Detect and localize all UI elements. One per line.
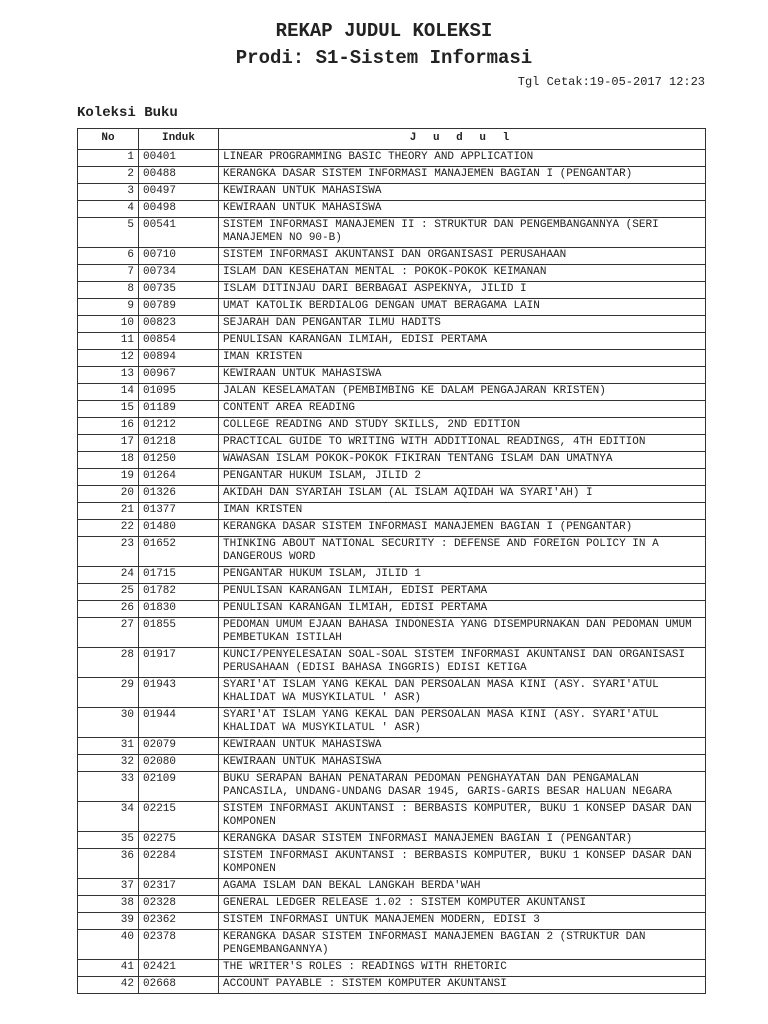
cell-induk: 01480 <box>139 520 219 537</box>
cell-judul: PENGANTAR HUKUM ISLAM, JILID 2 <box>219 469 706 486</box>
cell-induk: 00401 <box>139 150 219 167</box>
cell-no: 40 <box>78 930 139 960</box>
cell-no: 33 <box>78 772 139 802</box>
cell-induk: 02215 <box>139 802 219 832</box>
cell-judul: UMAT KATOLIK BERDIALOG DENGAN UMAT BERAGAMA LAIN <box>219 299 706 316</box>
cell-induk: 01189 <box>139 401 219 418</box>
table-row <box>78 618 706 648</box>
cell-no: 13 <box>78 367 139 384</box>
cell-no: 7 <box>78 265 139 282</box>
cell-induk: 01944 <box>139 708 219 738</box>
cell-induk: 01917 <box>139 648 219 678</box>
cell-no: 31 <box>78 738 139 755</box>
table-row <box>78 601 706 618</box>
column-header-induk: Induk <box>139 129 219 150</box>
table-row <box>78 960 706 977</box>
cell-judul: IMAN KRISTEN <box>219 503 706 520</box>
cell-induk: 02328 <box>139 896 219 913</box>
table-row <box>78 418 706 435</box>
cell-judul: KERANGKA DASAR SISTEM INFORMASI MANAJEMEN BAGIAN I (PENGANTAR) <box>219 832 706 849</box>
cell-induk: 01095 <box>139 384 219 401</box>
cell-induk: 00498 <box>139 201 219 218</box>
table-row <box>78 832 706 849</box>
cell-no: 11 <box>78 333 139 350</box>
cell-judul: KERANGKA DASAR SISTEM INFORMASI MANAJEMEN BAGIAN I (PENGANTAR) <box>219 520 706 537</box>
cell-judul: SISTEM INFORMASI AKUNTANSI DAN ORGANISASI PERUSAHAAN <box>219 248 706 265</box>
table-row <box>78 333 706 350</box>
table-row <box>78 282 706 299</box>
cell-no: 30 <box>78 708 139 738</box>
table-row <box>78 708 706 738</box>
table-row <box>78 167 706 184</box>
cell-judul: KEWIRAAN UNTUK MAHASISWA <box>219 201 706 218</box>
cell-judul: COLLEGE READING AND STUDY SKILLS, 2ND EDITION <box>219 418 706 435</box>
table-row <box>78 913 706 930</box>
cell-induk: 00488 <box>139 167 219 184</box>
table-row <box>78 452 706 469</box>
cell-induk: 02421 <box>139 960 219 977</box>
table-row <box>78 469 706 486</box>
cell-no: 24 <box>78 567 139 584</box>
cell-induk: 01855 <box>139 618 219 648</box>
cell-induk: 01715 <box>139 567 219 584</box>
cell-judul: LINEAR PROGRAMMING BASIC THEORY AND APPLICATION <box>219 150 706 167</box>
table-row <box>78 896 706 913</box>
table-row <box>78 584 706 601</box>
cell-no: 36 <box>78 849 139 879</box>
table-row <box>78 316 706 333</box>
cell-induk: 00854 <box>139 333 219 350</box>
cell-judul: KEWIRAAN UNTUK MAHASISWA <box>219 738 706 755</box>
cell-judul: THE WRITER'S ROLES : READINGS WITH RHETORIC <box>219 960 706 977</box>
cell-judul: PEDOMAN UMUM EJAAN BAHASA INDONESIA YANG DISEMPURNAKAN DAN PEDOMAN UMUM PEMBETUKAN ISTILAH <box>219 618 706 648</box>
collection-table <box>77 128 706 994</box>
cell-judul: CONTENT AREA READING <box>219 401 706 418</box>
table-row <box>78 150 706 167</box>
cell-no: 4 <box>78 201 139 218</box>
cell-judul: KEWIRAAN UNTUK MAHASISWA <box>219 184 706 201</box>
table-row <box>78 248 706 265</box>
table-row <box>78 879 706 896</box>
table-row <box>78 350 706 367</box>
cell-no: 25 <box>78 584 139 601</box>
cell-no: 5 <box>78 218 139 248</box>
report-subtitle: Prodi: S1-Sistem Informasi <box>235 47 533 69</box>
cell-induk: 00967 <box>139 367 219 384</box>
cell-judul: BUKU SERAPAN BAHAN PENATARAN PEDOMAN PENGHAYATAN DAN PENGAMALAN PANCASILA, UNDANG-UNDANG DASAR 1945, GARIS-GARIS BESAR HALUAN NEGARA <box>219 772 706 802</box>
cell-judul: ISLAM DITINJAU DARI BERBAGAI ASPEKNYA, JILID I <box>219 282 706 299</box>
table-row <box>78 537 706 567</box>
cell-no: 38 <box>78 896 139 913</box>
table-row <box>78 184 706 201</box>
cell-no: 22 <box>78 520 139 537</box>
cell-no: 18 <box>78 452 139 469</box>
cell-no: 6 <box>78 248 139 265</box>
table-row <box>78 503 706 520</box>
table-row <box>78 738 706 755</box>
table-row <box>78 567 706 584</box>
cell-judul: AGAMA ISLAM DAN BEKAL LANGKAH BERDA'WAH <box>219 879 706 896</box>
cell-induk: 02668 <box>139 977 219 994</box>
cell-judul: SISTEM INFORMASI MANAJEMEN II : STRUKTUR DAN PENGEMBANGANNYA (SERI MANAJEMEN NO 90-B) <box>219 218 706 248</box>
cell-no: 23 <box>78 537 139 567</box>
cell-induk: 00823 <box>139 316 219 333</box>
table-row <box>78 401 706 418</box>
cell-no: 34 <box>78 802 139 832</box>
cell-no: 2 <box>78 167 139 184</box>
cell-no: 16 <box>78 418 139 435</box>
cell-judul: KUNCI/PENYELESAIAN SOAL-SOAL SISTEM INFORMASI AKUNTANSI DAN ORGANISASI PERUSAHAAN (EDISI BAHASA INGGRIS) EDISI KETIGA <box>219 648 706 678</box>
cell-induk: 00734 <box>139 265 219 282</box>
cell-induk: 01218 <box>139 435 219 452</box>
table-row <box>78 218 706 248</box>
table-body <box>78 150 706 994</box>
cell-judul: SISTEM INFORMASI UNTUK MANAJEMEN MODERN, EDISI 3 <box>219 913 706 930</box>
cell-induk: 02317 <box>139 879 219 896</box>
cell-induk: 00497 <box>139 184 219 201</box>
cell-induk: 01326 <box>139 486 219 503</box>
cell-no: 17 <box>78 435 139 452</box>
cell-judul: SYARI'AT ISLAM YANG KEKAL DAN PERSOALAN MASA KINI (ASY. SYARI'ATUL KHALIDAT WA MUSYKILATUL ' ASR) <box>219 678 706 708</box>
cell-no: 29 <box>78 678 139 708</box>
table-row <box>78 201 706 218</box>
table-row <box>78 265 706 282</box>
cell-judul: PENULISAN KARANGAN ILMIAH, EDISI PERTAMA <box>219 601 706 618</box>
table-row <box>78 384 706 401</box>
report-title: REKAP JUDUL KOLEKSI <box>275 20 493 42</box>
cell-induk: 02079 <box>139 738 219 755</box>
cell-no: 1 <box>78 150 139 167</box>
cell-induk: 02378 <box>139 930 219 960</box>
cell-no: 32 <box>78 755 139 772</box>
cell-judul: WAWASAN ISLAM POKOK-POKOK FIKIRAN TENTANG ISLAM DAN UMATNYA <box>219 452 706 469</box>
cell-induk: 01377 <box>139 503 219 520</box>
cell-no: 21 <box>78 503 139 520</box>
cell-judul: KEWIRAAN UNTUK MAHASISWA <box>219 367 706 384</box>
cell-induk: 02080 <box>139 755 219 772</box>
cell-induk: 01264 <box>139 469 219 486</box>
table-row <box>78 755 706 772</box>
cell-no: 39 <box>78 913 139 930</box>
cell-induk: 00894 <box>139 350 219 367</box>
cell-no: 37 <box>78 879 139 896</box>
cell-judul: KERANGKA DASAR SISTEM INFORMASI MANAJEMEN BAGIAN I (PENGANTAR) <box>219 167 706 184</box>
cell-no: 10 <box>78 316 139 333</box>
table-row <box>78 977 706 994</box>
cell-judul: PENGANTAR HUKUM ISLAM, JILID 1 <box>219 567 706 584</box>
cell-judul: SYARI'AT ISLAM YANG KEKAL DAN PERSOALAN MASA KINI (ASY. SYARI'ATUL KHALIDAT WA MUSYKILATUL ' ASR) <box>219 708 706 738</box>
cell-no: 35 <box>78 832 139 849</box>
cell-induk: 01830 <box>139 601 219 618</box>
table-row <box>78 849 706 879</box>
cell-induk: 00789 <box>139 299 219 316</box>
cell-no: 8 <box>78 282 139 299</box>
print-date-value: 19-05-2017 12:23 <box>589 75 705 89</box>
cell-induk: 02284 <box>139 849 219 879</box>
table-row <box>78 299 706 316</box>
cell-judul: SISTEM INFORMASI AKUNTANSI : BERBASIS KOMPUTER, BUKU 1 KONSEP DASAR DAN KOMPONEN <box>219 802 706 832</box>
cell-no: 9 <box>78 299 139 316</box>
cell-judul: PENULISAN KARANGAN ILMIAH, EDISI PERTAMA <box>219 584 706 601</box>
table-row <box>78 772 706 802</box>
cell-induk: 01212 <box>139 418 219 435</box>
cell-induk: 01943 <box>139 678 219 708</box>
cell-no: 26 <box>78 601 139 618</box>
cell-judul: PENULISAN KARANGAN ILMIAH, EDISI PERTAMA <box>219 333 706 350</box>
cell-induk: 02109 <box>139 772 219 802</box>
cell-induk: 00735 <box>139 282 219 299</box>
cell-induk: 02362 <box>139 913 219 930</box>
cell-no: 19 <box>78 469 139 486</box>
cell-induk: 01782 <box>139 584 219 601</box>
table-row <box>78 435 706 452</box>
cell-judul: THINKING ABOUT NATIONAL SECURITY : DEFENSE AND FOREIGN POLICY IN A DANGEROUS WORD <box>219 537 706 567</box>
cell-no: 12 <box>78 350 139 367</box>
cell-judul: KEWIRAAN UNTUK MAHASISWA <box>219 755 706 772</box>
print-date-label: Tgl Cetak: <box>517 75 590 89</box>
cell-no: 14 <box>78 384 139 401</box>
cell-no: 15 <box>78 401 139 418</box>
cell-judul: PRACTICAL GUIDE TO WRITING WITH ADDITIONAL READINGS, 4TH EDITION <box>219 435 706 452</box>
cell-judul: KERANGKA DASAR SISTEM INFORMASI MANAJEMEN BAGIAN 2 (STRUKTUR DAN PENGEMBANGANNYA) <box>219 930 706 960</box>
table-header-row <box>78 129 706 150</box>
cell-judul: SISTEM INFORMASI AKUNTANSI : BERBASIS KOMPUTER, BUKU 1 KONSEP DASAR DAN KOMPONEN <box>219 849 706 879</box>
cell-induk: 01652 <box>139 537 219 567</box>
print-date <box>518 74 705 90</box>
cell-induk: 00541 <box>139 218 219 248</box>
cell-induk: 00710 <box>139 248 219 265</box>
cell-no: 41 <box>78 960 139 977</box>
section-title: Koleksi Buku <box>77 105 178 121</box>
cell-judul: ACCOUNT PAYABLE : SISTEM KOMPUTER AKUNTANSI <box>219 977 706 994</box>
table-row <box>78 930 706 960</box>
cell-judul: JALAN KESELAMATAN (PEMBIMBING KE DALAM PENGAJARAN KRISTEN) <box>219 384 706 401</box>
table-row <box>78 678 706 708</box>
cell-judul: AKIDAH DAN SYARIAH ISLAM (AL ISLAM AQIDAH WA SYARI'AH) I <box>219 486 706 503</box>
cell-no: 3 <box>78 184 139 201</box>
cell-no: 28 <box>78 648 139 678</box>
table-row <box>78 520 706 537</box>
table-row <box>78 648 706 678</box>
table-row <box>78 367 706 384</box>
cell-induk: 02275 <box>139 832 219 849</box>
cell-judul: SEJARAH DAN PENGANTAR ILMU HADITS <box>219 316 706 333</box>
cell-no: 27 <box>78 618 139 648</box>
cell-judul: GENERAL LEDGER RELEASE 1.02 : SISTEM KOMPUTER AKUNTANSI <box>219 896 706 913</box>
column-header-judul: J u d u l <box>219 129 706 150</box>
cell-induk: 01250 <box>139 452 219 469</box>
cell-judul: IMAN KRISTEN <box>219 350 706 367</box>
cell-no: 42 <box>78 977 139 994</box>
table-row <box>78 802 706 832</box>
table-row <box>78 486 706 503</box>
cell-no: 20 <box>78 486 139 503</box>
cell-judul: ISLAM DAN KESEHATAN MENTAL : POKOK-POKOK KEIMANAN <box>219 265 706 282</box>
column-header-no: No <box>78 129 139 150</box>
